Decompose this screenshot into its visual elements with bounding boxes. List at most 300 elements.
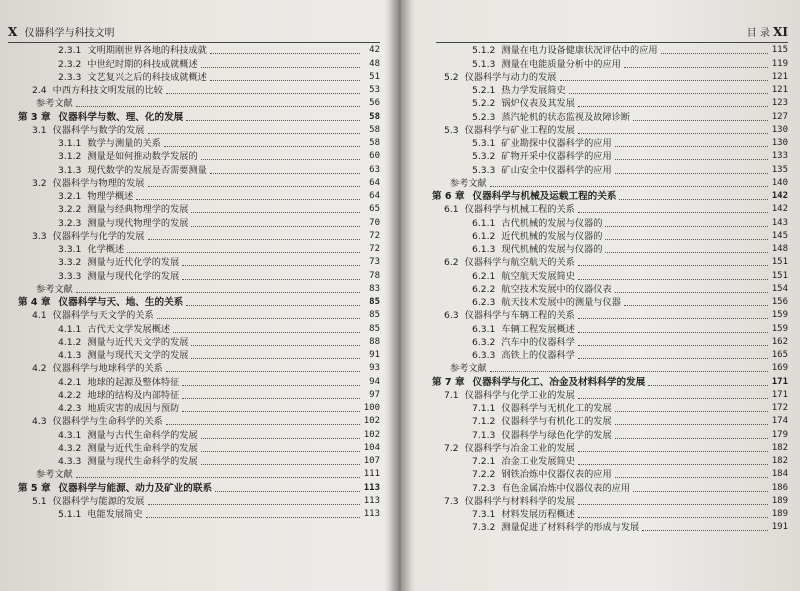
- toc-entry-page: 165: [771, 350, 788, 360]
- toc-entry-number: 7.1.3: [472, 429, 496, 441]
- toc-entry-number: 7.2.1: [472, 456, 496, 467]
- toc-entry-number: 7.3: [444, 495, 459, 507]
- toc-entry-page: 148: [771, 244, 788, 254]
- toc-entry-page: 174: [771, 416, 788, 427]
- toc-entry-title: 测量与经典物理学的发展: [87, 204, 189, 216]
- toc-entry-number: 4.1.3: [58, 350, 82, 361]
- dot-leader: [166, 93, 360, 94]
- toc-entry-section: [432, 256, 788, 269]
- toc-entry-section: [18, 84, 380, 97]
- toc-entry-title: 有色金属冶炼中仪器仪表的应用: [501, 482, 631, 494]
- dot-leader: [615, 424, 768, 425]
- right-page-number: XI: [773, 25, 788, 39]
- toc-entry-page: 142: [771, 191, 788, 201]
- dot-leader: [201, 451, 360, 452]
- toc-entry-title: 仪器科学与能源的发展: [52, 495, 145, 507]
- toc-entry-sub: [18, 455, 380, 468]
- toc-entry-title: 汽车中的仪器科学: [501, 336, 575, 348]
- toc-entry-title: 测量与近代化学的发展: [87, 257, 180, 269]
- toc-entry-title: 测量促进了材料科学的形成与发展: [501, 522, 640, 534]
- toc-entry-section: [18, 309, 380, 322]
- dot-leader: [569, 93, 768, 94]
- toc-entry-page: 135: [771, 164, 788, 175]
- toc-entry-page: 83: [369, 283, 380, 294]
- toc-entry-page: 85: [369, 323, 380, 334]
- dot-leader: [182, 385, 360, 386]
- toc-entry-number: 5.3: [444, 124, 459, 136]
- toc-entry-title: 测量是如何推动数学发展的: [87, 151, 198, 163]
- toc-entry-page: 191: [771, 522, 788, 533]
- toc-entry-ref: [432, 177, 788, 190]
- toc-entry-page: 88: [369, 336, 380, 347]
- toc-entry-title: 化学概述: [87, 244, 125, 255]
- toc-entry-sub: [432, 455, 788, 468]
- dot-leader: [578, 451, 768, 452]
- toc-entry-title: 仪器科学与机械及运载工程的关系: [472, 191, 617, 202]
- toc-entry-sub: [18, 389, 380, 402]
- toc-entry-title: 热力学发展简史: [501, 85, 566, 96]
- toc-entry-sub: [18, 163, 380, 176]
- toc-entry-page: 162: [771, 336, 788, 347]
- dot-leader: [615, 292, 768, 293]
- toc-entry-page: 42: [369, 45, 380, 56]
- toc-entry-page: 58: [369, 111, 380, 122]
- toc-entry-page: 142: [771, 204, 788, 215]
- toc-entry-number: 6.2: [444, 257, 459, 269]
- dot-leader: [578, 517, 768, 518]
- dot-leader: [624, 67, 768, 68]
- toc-entry-sub: [432, 57, 788, 70]
- toc-entry-title: 测量与近代生命科学的发展: [87, 442, 198, 454]
- toc-entry-title: 仪器科学与生命科学的关系: [52, 416, 163, 428]
- toc-entry-page: 58: [369, 124, 380, 135]
- dot-leader: [127, 252, 360, 253]
- toc-entry-sub: [18, 256, 380, 269]
- toc-entry-title: 古代天文学发展概述: [87, 323, 171, 335]
- toc-entry-page: 189: [771, 495, 788, 506]
- toc-entry-number: 2.3.3: [58, 71, 82, 83]
- toc-entry-section: [432, 389, 788, 402]
- toc-entry-sub: [18, 349, 380, 362]
- toc-entry-page: 58: [369, 138, 380, 148]
- toc-entry-section: [18, 230, 380, 243]
- dot-leader: [560, 80, 769, 81]
- toc-entry-sub: [18, 71, 380, 84]
- toc-entry-number: 4.2.1: [58, 376, 82, 388]
- toc-entry-title: 矿物开采中仪器科学的应用: [501, 151, 612, 163]
- toc-entry-title: 仪器科学与材料科学的发展: [464, 495, 575, 507]
- toc-entry-page: 72: [369, 230, 380, 241]
- dot-leader: [578, 398, 768, 399]
- dot-leader: [490, 371, 768, 372]
- dot-leader: [164, 146, 360, 147]
- toc-entry-page: 100: [363, 403, 380, 413]
- dot-leader: [182, 398, 360, 399]
- toc-entry-number: 6.1: [444, 204, 459, 216]
- toc-entry-title: 蒸汽轮机的状态监视及故障诊断: [501, 111, 631, 123]
- toc-entry-page: 143: [771, 217, 788, 228]
- toc-entry-number: 5.2: [444, 71, 459, 83]
- right-running-title: 目 录: [746, 28, 770, 39]
- toc-entry-page: 70: [369, 217, 380, 228]
- dot-leader: [642, 530, 768, 531]
- toc-entry-title: 仪器科学与航空航天的关系: [464, 257, 575, 269]
- dot-leader: [166, 424, 360, 425]
- toc-entry-number: 6.1.3: [472, 244, 496, 255]
- toc-entry-title: 仪器科学与天文学的关系: [52, 310, 154, 322]
- toc-entry-sub: [432, 468, 788, 481]
- dot-leader: [578, 318, 768, 319]
- toc-entry-page: 186: [771, 482, 788, 493]
- dot-leader: [633, 120, 768, 121]
- toc-entry-title: 参考文献: [36, 98, 73, 110]
- toc-entry-sub: [18, 402, 380, 415]
- toc-entry-page: 182: [771, 456, 788, 466]
- toc-entry-title: 矿山安全中仪器科学的应用: [501, 164, 612, 176]
- toc-entry-number: 7.1.1: [472, 403, 496, 414]
- toc-entry-page: 127: [771, 111, 788, 122]
- toc-entry-page: 133: [771, 151, 788, 162]
- toc-entry-sub: [432, 402, 788, 415]
- toc-entry-number: 4.3.1: [58, 429, 82, 441]
- toc-entry-title: 仪器科学与化学的发展: [52, 230, 145, 242]
- dot-leader: [578, 504, 768, 505]
- toc-entry-number: 4.2.2: [58, 389, 82, 401]
- toc-entry-title: 古代机械的发展与仪器的: [501, 217, 603, 229]
- toc-entry-page: 140: [771, 177, 788, 188]
- toc-entry-title: 航空技术发展中的仪器仪表: [501, 283, 612, 295]
- toc-entry-sub: [432, 163, 788, 176]
- toc-entry-title: 参考文献: [450, 363, 487, 375]
- dot-leader: [615, 146, 768, 147]
- dot-leader: [605, 252, 768, 253]
- toc-entry-ref: [18, 468, 380, 481]
- dot-leader: [624, 305, 768, 306]
- toc-entry-number: 6.3.1: [472, 323, 496, 335]
- dot-leader: [166, 371, 360, 372]
- toc-entry-sub: [432, 521, 788, 534]
- dot-leader: [191, 358, 360, 359]
- toc-entry-title: 地球的结构及内部特征: [87, 389, 180, 401]
- dot-leader: [578, 358, 768, 359]
- toc-entry-page: 189: [771, 509, 788, 519]
- toc-entry-number: 3.1: [32, 124, 47, 136]
- dot-leader: [76, 106, 360, 107]
- toc-entry-sub: [432, 84, 788, 97]
- toc-entry-title: 仪器科学与无机化工的发展: [501, 403, 612, 414]
- toc-entry-chapter: [432, 375, 788, 388]
- toc-entry-sub: [432, 110, 788, 123]
- toc-entry-page: 91: [369, 350, 380, 360]
- toc-entry-title: 测量与现代物理学的发展: [87, 217, 189, 229]
- toc-entry-title: 数学与测量的关系: [87, 138, 161, 149]
- toc-entry-page: 171: [771, 376, 788, 387]
- toc-entry-number: 5.2.1: [472, 85, 496, 96]
- toc-entry-title: 测量与现代化学的发展: [87, 270, 180, 282]
- toc-entry-sub: [18, 508, 380, 521]
- dot-leader: [578, 106, 768, 107]
- dot-leader: [578, 265, 768, 266]
- toc-entry-page: 154: [771, 283, 788, 294]
- toc-entry-page: 63: [369, 164, 380, 175]
- toc-entry-number: 3.1.3: [58, 164, 82, 176]
- right-page-header: [436, 24, 788, 43]
- dot-leader: [191, 212, 360, 213]
- dot-leader: [661, 53, 768, 54]
- toc-entry-number: 第 5 章: [18, 482, 51, 494]
- dot-leader: [615, 173, 768, 174]
- left-running-title: 仪器科学与科技文明: [24, 28, 115, 39]
- dot-leader: [578, 133, 768, 134]
- left-page-header: [8, 24, 380, 43]
- dot-leader: [173, 332, 360, 333]
- toc-entry-number: 7.1.2: [472, 416, 496, 428]
- dot-leader: [201, 67, 360, 68]
- toc-entry-number: 5.1.1: [58, 509, 82, 520]
- toc-entry-sub: [18, 269, 380, 282]
- toc-entry-page: 51: [369, 71, 380, 82]
- toc-entry-title: 仪器科学与能源、动力及矿业的联系: [58, 482, 213, 494]
- toc-entry-sub: [18, 190, 380, 203]
- toc-entry-page: 119: [771, 58, 788, 69]
- toc-entry-number: 3.3.2: [58, 257, 82, 269]
- dot-leader: [578, 332, 768, 333]
- toc-entry-number: 7.2.2: [472, 469, 496, 481]
- toc-entry-number: 3.3.3: [58, 270, 82, 282]
- toc-entry-page: 73: [369, 257, 380, 268]
- toc-entry-number: 4.3.2: [58, 442, 82, 454]
- toc-entry-sub: [432, 150, 788, 163]
- toc-entry-number: 5.1: [32, 495, 47, 507]
- toc-entry-number: 第 4 章: [18, 297, 51, 308]
- toc-entry-number: 7.2: [444, 442, 459, 454]
- toc-entry-title: 文艺复兴之后的科技成就概述: [87, 71, 207, 83]
- toc-entry-title: 测量与古代生命科学的发展: [87, 429, 198, 441]
- toc-entry-section: [18, 495, 380, 508]
- toc-entry-page: 78: [369, 270, 380, 281]
- toc-entry-page: 121: [771, 85, 788, 95]
- toc-entry-number: 6.3: [444, 310, 459, 322]
- toc-entry-number: 3.2.1: [58, 191, 82, 202]
- dot-leader: [615, 411, 768, 412]
- dot-leader: [215, 491, 360, 492]
- toc-entry-title: 钢铁冶炼中仪器仪表的应用: [501, 469, 612, 481]
- toc-entry-number: 6.2.1: [472, 270, 496, 282]
- left-page: [0, 0, 394, 591]
- toc-entry-number: 6.3.2: [472, 336, 496, 348]
- toc-entry-page: 53: [369, 85, 380, 95]
- toc-entry-page: 169: [771, 363, 788, 374]
- toc-entry-page: 182: [771, 442, 788, 453]
- toc-entry-page: 93: [369, 363, 380, 374]
- toc-entry-page: 85: [369, 310, 380, 321]
- dot-leader: [615, 159, 768, 160]
- toc-entry-sub: [432, 322, 788, 335]
- toc-entry-page: 130: [771, 138, 788, 148]
- right-page: [406, 0, 800, 591]
- dot-leader: [578, 345, 768, 346]
- toc-entry-title: 仪器科学与数学的发展: [52, 124, 145, 136]
- toc-entry-number: 7.3.1: [472, 509, 496, 520]
- left-page-number: X: [8, 25, 18, 39]
- dot-leader: [490, 186, 768, 187]
- toc-entry-section: [432, 71, 788, 84]
- toc-entry-page: 159: [771, 323, 788, 334]
- toc-entry-number: 5.3.1: [472, 138, 496, 149]
- toc-entry-section: [18, 415, 380, 428]
- toc-entry-title: 仪器科学与车辆工程的关系: [464, 310, 575, 322]
- toc-entry-page: 115: [771, 45, 788, 56]
- right-toc-list: [432, 44, 788, 534]
- toc-entry-number: 第 3 章: [18, 111, 51, 123]
- toc-entry-sub: [18, 216, 380, 229]
- dot-leader: [201, 159, 360, 160]
- toc-entry-chapter: [18, 481, 380, 494]
- dot-leader: [191, 226, 360, 227]
- toc-entry-title: 文明期刚世界各地的科技成就: [87, 45, 207, 57]
- toc-entry-title: 材料发展历程概述: [501, 509, 575, 520]
- toc-entry-title: 仪器科学与天、地、生的关系: [58, 297, 184, 308]
- toc-entry-number: 3.3: [32, 230, 47, 242]
- toc-entry-sub: [432, 44, 788, 57]
- dot-leader: [148, 133, 361, 134]
- toc-entry-title: 仪器科学与冶金工业的发展: [464, 442, 575, 454]
- toc-entry-title: 仪器科学与绿色化学的发展: [501, 429, 612, 441]
- dot-leader: [76, 292, 360, 293]
- toc-entry-title: 航天技术发展中的测量与仪器: [501, 297, 621, 308]
- dot-leader: [186, 305, 360, 306]
- toc-entry-page: 48: [369, 58, 380, 69]
- dot-leader: [615, 438, 768, 439]
- toc-entry-number: 3.2.2: [58, 204, 82, 216]
- toc-entry-section: [18, 362, 380, 375]
- toc-entry-page: 94: [369, 376, 380, 387]
- toc-entry-title: 仪器科学与机械工程的关系: [464, 204, 575, 216]
- toc-entry-title: 仪器科学与化工、冶金及材料科学的发展: [472, 376, 646, 388]
- toc-entry-title: 电能发展简史: [87, 509, 143, 520]
- toc-entry-number: 6.1.2: [472, 230, 496, 242]
- toc-entry-section: [432, 203, 788, 216]
- toc-entry-number: 5.3.3: [472, 164, 496, 176]
- toc-entry-ref: [18, 283, 380, 296]
- toc-entry-sub: [432, 415, 788, 428]
- dot-leader: [136, 199, 360, 200]
- dot-leader: [210, 80, 360, 81]
- toc-entry-sub: [432, 243, 788, 256]
- toc-entry-title: 仪器科学与数、理、化的发展: [58, 111, 184, 123]
- dot-leader: [182, 279, 360, 280]
- dot-leader: [605, 239, 768, 240]
- toc-entry-title: 近代机械的发展与仪器的: [501, 230, 603, 242]
- toc-entry-page: 85: [369, 297, 380, 307]
- dot-leader: [201, 438, 360, 439]
- dot-leader: [182, 411, 360, 412]
- toc-entry-sub: [432, 283, 788, 296]
- toc-entry-number: 4.2.3: [58, 403, 82, 414]
- toc-entry-sub: [432, 481, 788, 494]
- toc-entry-title: 现代机械的发展与仪器的: [501, 244, 603, 255]
- toc-entry-number: 6.3.3: [472, 350, 496, 361]
- toc-entry-sub: [18, 44, 380, 57]
- dot-leader: [148, 186, 361, 187]
- toc-entry-title: 测量在电力设备健康状况评估中的应用: [501, 45, 658, 57]
- dot-leader: [76, 477, 360, 478]
- dot-leader: [605, 226, 768, 227]
- toc-entry-title: 仪器科学与有机化工的发展: [501, 416, 612, 428]
- toc-entry-title: 仪器科学与化学工业的发展: [464, 389, 575, 401]
- toc-entry-page: 113: [363, 482, 380, 493]
- toc-entry-title: 矿业勘探中仪器科学的应用: [501, 138, 612, 149]
- toc-entry-title: 参考文献: [36, 283, 73, 295]
- toc-entry-number: 6.2.3: [472, 297, 496, 308]
- toc-entry-title: 仪器科学与矿业工程的发展: [464, 124, 575, 136]
- dot-leader: [148, 504, 361, 505]
- toc-entry-chapter: [432, 190, 788, 203]
- toc-entry-number: 7.3.2: [472, 522, 496, 534]
- toc-entry-sub: [432, 230, 788, 243]
- toc-entry-number: 4.2: [32, 363, 47, 375]
- toc-entry-title: 测量与现代生命科学的发展: [87, 456, 198, 467]
- dot-leader: [201, 464, 360, 465]
- toc-entry-number: 5.3.2: [472, 151, 496, 163]
- dot-leader: [578, 464, 768, 465]
- toc-entry-page: 113: [363, 509, 380, 519]
- toc-entry-sub: [432, 216, 788, 229]
- toc-entry-number: 3.1.2: [58, 151, 82, 163]
- toc-entry-page: 97: [369, 389, 380, 400]
- toc-entry-number: 5.2.2: [472, 98, 496, 110]
- dot-leader: [182, 265, 360, 266]
- toc-entry-section: [18, 177, 380, 190]
- toc-entry-number: 4.1: [32, 310, 47, 322]
- toc-entry-number: 5.2.3: [472, 111, 496, 123]
- toc-entry-page: 156: [771, 297, 788, 307]
- toc-entry-number: 4.3.3: [58, 456, 82, 467]
- dot-leader: [619, 199, 768, 200]
- dot-leader: [578, 279, 768, 280]
- toc-entry-sub: [18, 203, 380, 216]
- toc-entry-number: 4.1.2: [58, 336, 82, 348]
- toc-entry-title: 地球的起源及整体特征: [87, 376, 180, 388]
- toc-entry-number: 第 7 章: [432, 376, 465, 388]
- dot-leader: [148, 239, 361, 240]
- toc-entry-page: 65: [369, 204, 380, 215]
- toc-entry-page: 104: [363, 442, 380, 453]
- toc-entry-page: 179: [771, 429, 788, 440]
- toc-entry-number: 7.1: [444, 389, 459, 401]
- toc-entry-number: 第 6 章: [432, 191, 465, 202]
- dot-leader: [615, 477, 768, 478]
- toc-entry-number: 6.2.2: [472, 283, 496, 295]
- toc-entry-title: 测量在电能质量分析中的应用: [501, 58, 621, 70]
- toc-entry-number: 6.1.1: [472, 217, 496, 229]
- toc-entry-page: 102: [363, 416, 380, 427]
- toc-entry-page: 123: [771, 98, 788, 109]
- dot-leader: [648, 385, 768, 386]
- dot-leader: [191, 345, 360, 346]
- toc-entry-page: 184: [771, 469, 788, 480]
- toc-entry-page: 64: [369, 177, 380, 188]
- dot-leader: [633, 491, 768, 492]
- toc-entry-sub: [432, 428, 788, 441]
- toc-entry-page: 102: [363, 429, 380, 440]
- dot-leader: [157, 318, 360, 319]
- toc-entry-page: 172: [771, 403, 788, 413]
- toc-entry-sub: [432, 349, 788, 362]
- left-toc-list: [18, 44, 380, 521]
- toc-entry-number: 4.1.1: [58, 323, 82, 335]
- toc-entry-page: 64: [369, 191, 380, 201]
